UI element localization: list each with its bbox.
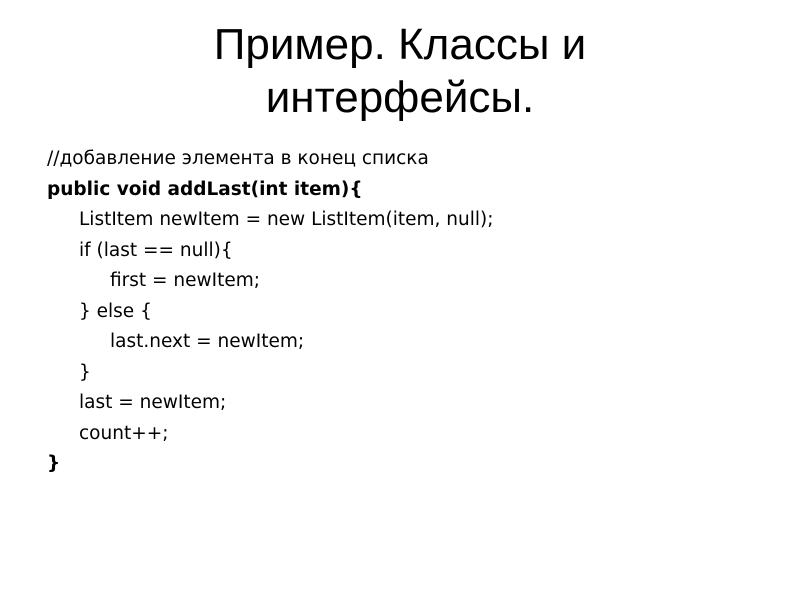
code-line-if-last-null: if (last == null){ [79,239,233,261]
code-comment-line: //добавление элемента в конец списка [47,148,429,169]
code-line-last-next-assign: last.next = newItem; [110,331,305,352]
code-line-new-item: ListItem newItem = new ListItem(item, null); [79,209,494,230]
code-line-first-assign: first = newItem; [110,270,260,291]
slide-title [0,18,800,124]
code-block [47,144,767,480]
code-line-close-if: } [79,361,91,383]
code-line-last-assign: last = newItem; [79,392,227,413]
code-line-else: } else { [79,300,152,322]
title-line-1: Пример. Классы и [213,20,587,69]
code-method-signature: public void addLast(int item){ [47,178,363,200]
code-line-count-increment: count++; [79,422,169,444]
title-line-2: интерфейсы. [265,73,535,122]
code-line-close-method: } [47,453,61,474]
